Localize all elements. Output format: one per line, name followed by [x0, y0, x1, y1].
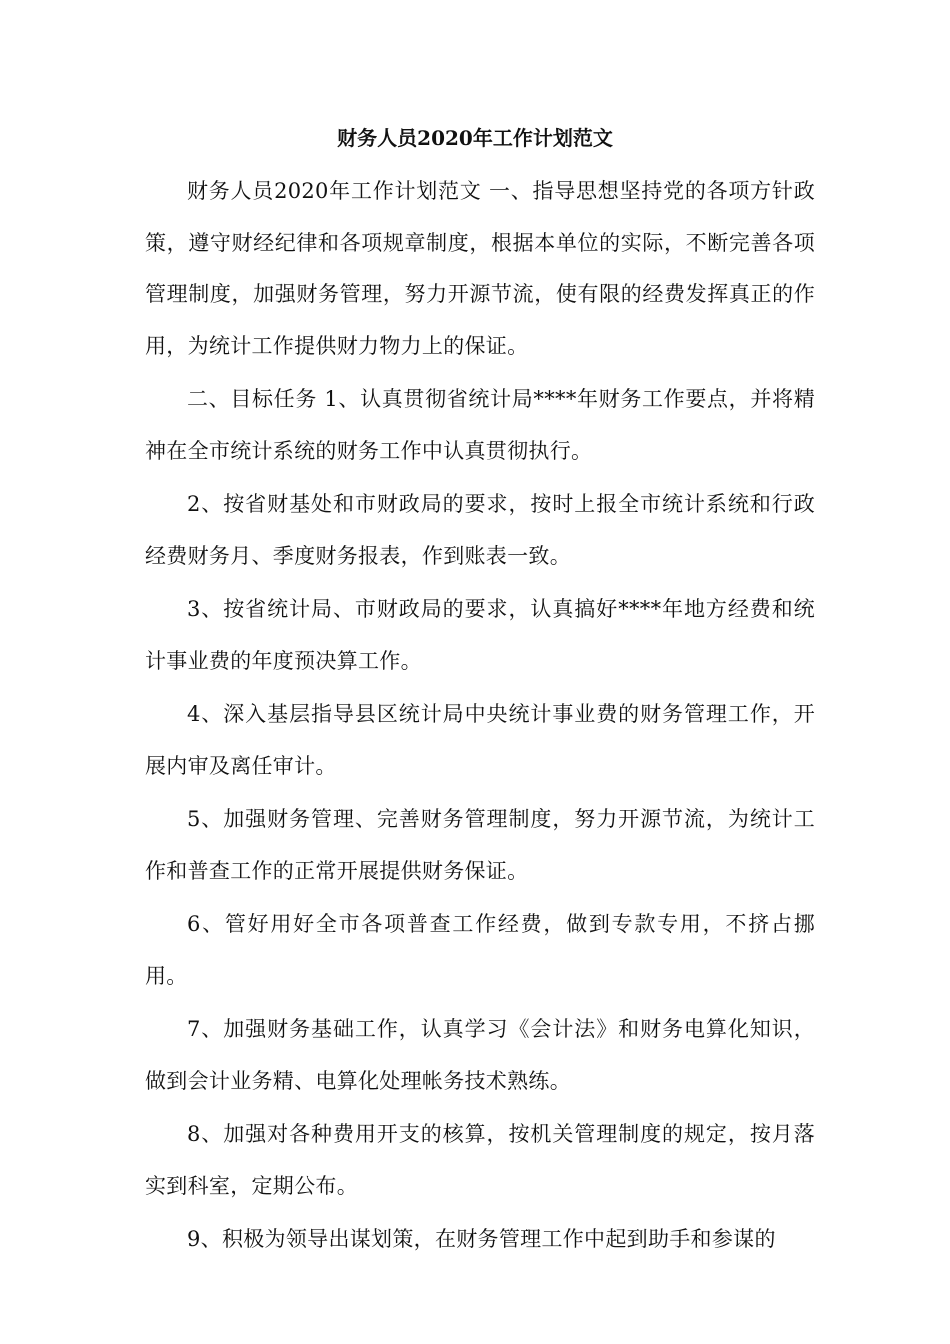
document-body — [145, 166, 815, 1268]
paragraph-goal-3: 3、按省统计局、市财政局的要求，认真搞好****年地方经费和统计事业费的年度预决算工作。 — [145, 597, 815, 673]
paragraph-goal-7: 7、加强财务基础工作，认真学习《会计法》和财务电算化知识， 做到会计业务精、电算化处理帐务技术熟练。 — [145, 1017, 815, 1093]
paragraph-goal-9: 9、积极为领导出谋划策，在财务管理工作中起到助手和参谋的 — [187, 1227, 776, 1251]
paragraph-guiding-principle: 财务人员2020年工作计划范文 一、指导思想坚持党的各项方针政策，遵守财经纪律和各项规章制度，根据本单位的实际，不断完善各项管理制度，加强财务管理，努力开源节流，使有限的经费发挥真正的作用，为统计工作提供财力物力上的保证。 — [145, 179, 815, 358]
paragraph-goal-6: 6、管好用好全市各项普查工作经费，做到专款专用，不挤占挪用。 — [145, 912, 815, 988]
paragraph-goal-2: 2、按省财基处和市财政局的要求，按时上报全市统计系统和行政经费财务月、季度财务报表，作到账表一致。 — [145, 492, 815, 568]
paragraph-goal-4: 4、深入基层指导县区统计局中央统计事业费的财务管理工作，开展内审及离任审计。 — [145, 702, 815, 778]
paragraph-goal-1: 二、目标任务 1、认真贯彻省统计局****年财务工作要点，并将精神在全市统计系统的财务工作中认真贯彻执行。 — [145, 387, 815, 463]
paragraph-goal-5: 5、加强财务管理、完善财务管理制度，努力开源节流，为统计工作和普查工作的正常开展提供财务保证。 — [145, 807, 815, 883]
paragraph-goal-8: 8、加强对各种费用开支的核算，按机关管理制度的规定，按月落实到科室，定期公布。 — [145, 1122, 815, 1198]
document-title: 财务人员2020年工作计划范文 — [337, 126, 613, 150]
